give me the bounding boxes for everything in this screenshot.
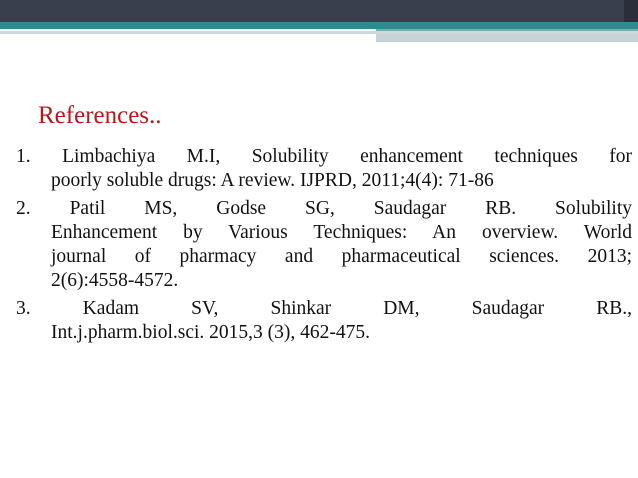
reference-item bbox=[16, 145, 632, 193]
header-accent-block bbox=[376, 34, 638, 42]
slide-title: References.. bbox=[38, 102, 162, 129]
reference-number: 2. bbox=[16, 198, 31, 219]
reference-text: Limbachiya M.I, Solubility enhancement techniques for bbox=[62, 146, 633, 167]
reference-line: Int.j.pharm.biol.sci. 2015,3 (3), 462-475. bbox=[51, 322, 370, 343]
reference-first-line bbox=[16, 197, 632, 221]
reference-line: poorly soluble drugs: A review. IJPRD, 2011;4(4): 71-86 bbox=[51, 170, 494, 191]
reference-first-line bbox=[16, 297, 632, 321]
reference-item bbox=[16, 297, 632, 345]
reference-line: 2(6):4558-4572. bbox=[51, 270, 179, 291]
reference-line: journal of pharmacy and pharmaceutical sciences. 2013; bbox=[51, 246, 632, 267]
reference-item bbox=[16, 197, 632, 293]
header-bar-end bbox=[624, 0, 638, 22]
reference-number: 1. bbox=[16, 146, 31, 167]
reference-text: Patil MS, Godse SG, Saudagar RB. Solubility bbox=[69, 198, 632, 219]
reference-line: Enhancement by Various Techniques: An overview. World bbox=[51, 222, 632, 243]
header-bar bbox=[0, 0, 638, 22]
header-accent-line bbox=[376, 29, 638, 31]
reference-list bbox=[16, 145, 632, 349]
reference-text: Kadam SV, Shinkar DM, Saudagar RB., bbox=[82, 298, 633, 319]
reference-number: 3. bbox=[16, 298, 31, 319]
header-teal-stripe bbox=[0, 22, 638, 29]
reference-first-line bbox=[16, 145, 632, 169]
